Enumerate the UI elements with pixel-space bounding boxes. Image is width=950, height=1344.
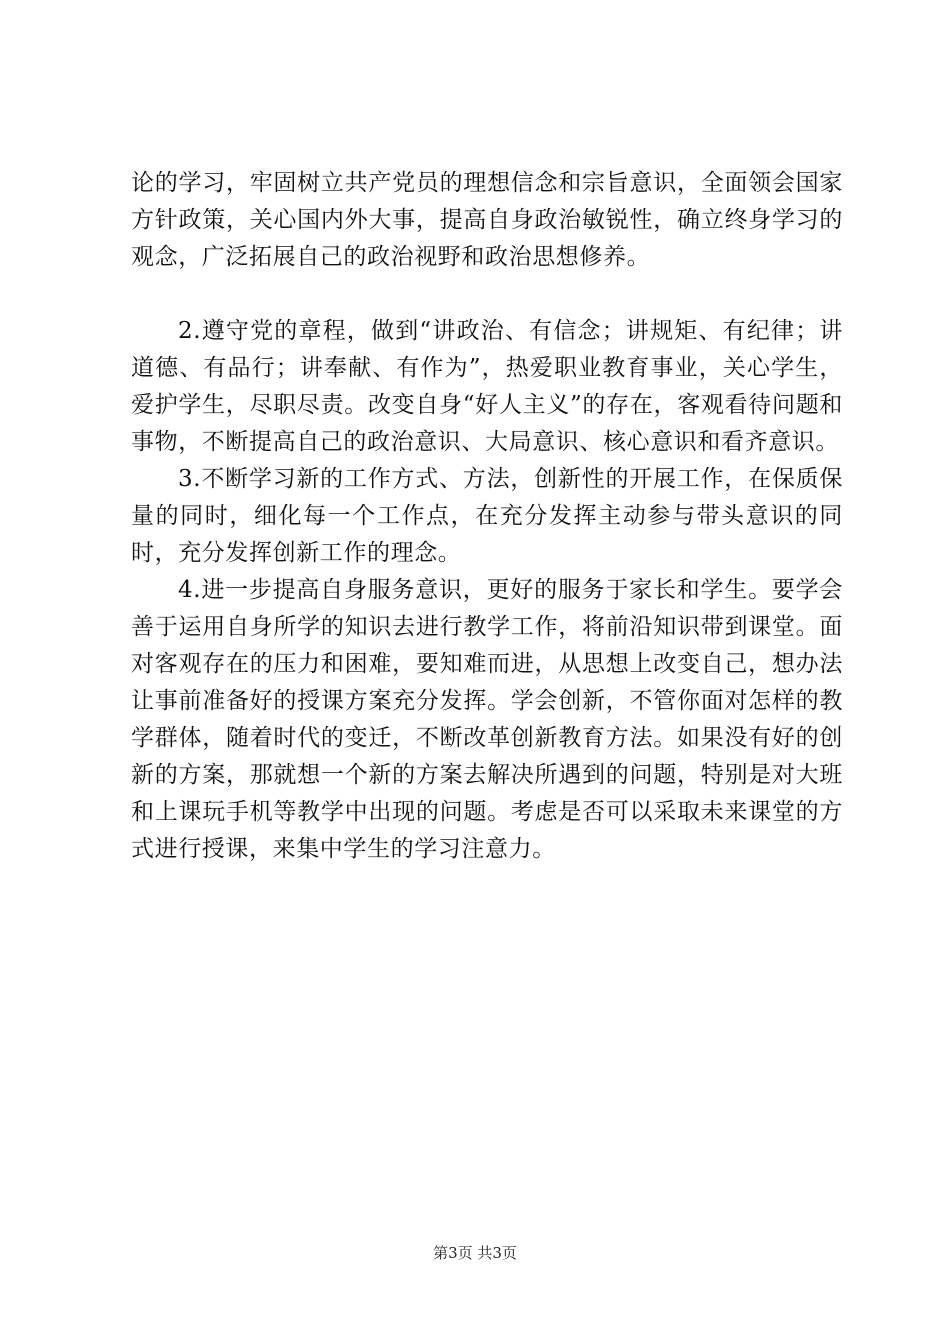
document-body (131, 165, 843, 868)
paragraph-continuation: 论的学习，牢固树立共产党员的理想信念和宗旨意识，全面领会国家方针政策，关心国内外大事，提高自身政治敏锐性，确立终身学习的观念，广泛拓展自己的政治视野和政治思想修养。 (131, 170, 843, 270)
page-number: 第3页 共3页 (433, 1244, 517, 1262)
paragraph-item-2: 2.遵守党的章程，做到“讲政治、有信念；讲规矩、有纪律；讲道德、有品行；讲奉献、有作为”，热爱职业教育事业，关心学生，爱护学生，尽职尽责。改变自身“好人主义”的存在，客观看待问题和事物，不断提高自己的政治意识、大局意识、核心意识和看齐意识。 (131, 318, 843, 455)
page-footer (0, 1243, 950, 1263)
paragraph-item-3: 3.不断学习新的工作方式、方法，创新性的开展工作，在保质保量的同时，细化每一个工作点，在充分发挥主动参与带头意识的同时，充分发挥创新工作的理念。 (131, 466, 843, 566)
paragraph-item-4: 4.进一步提高自身服务意识，更好的服务于家长和学生。要学会善于运用自身所学的知识去进行教学工作，将前沿知识带到课堂。面对客观存在的压力和困难，要知难而进，从思想上改变自己，想办法让事前准备好的授课方案充分发挥。学会创新，不管你面对怎样的教学群体，随着时代的变迁，不断改革创新教育方法。如果没有好的创新的方案，那就想一个新的方案去解决所遇到的问题，特别是对大班和上课玩手机等教学中出现的问题。考虑是否可以采取未来课堂的方式进行授课，来集中学生的学习注意力。 (131, 577, 843, 862)
